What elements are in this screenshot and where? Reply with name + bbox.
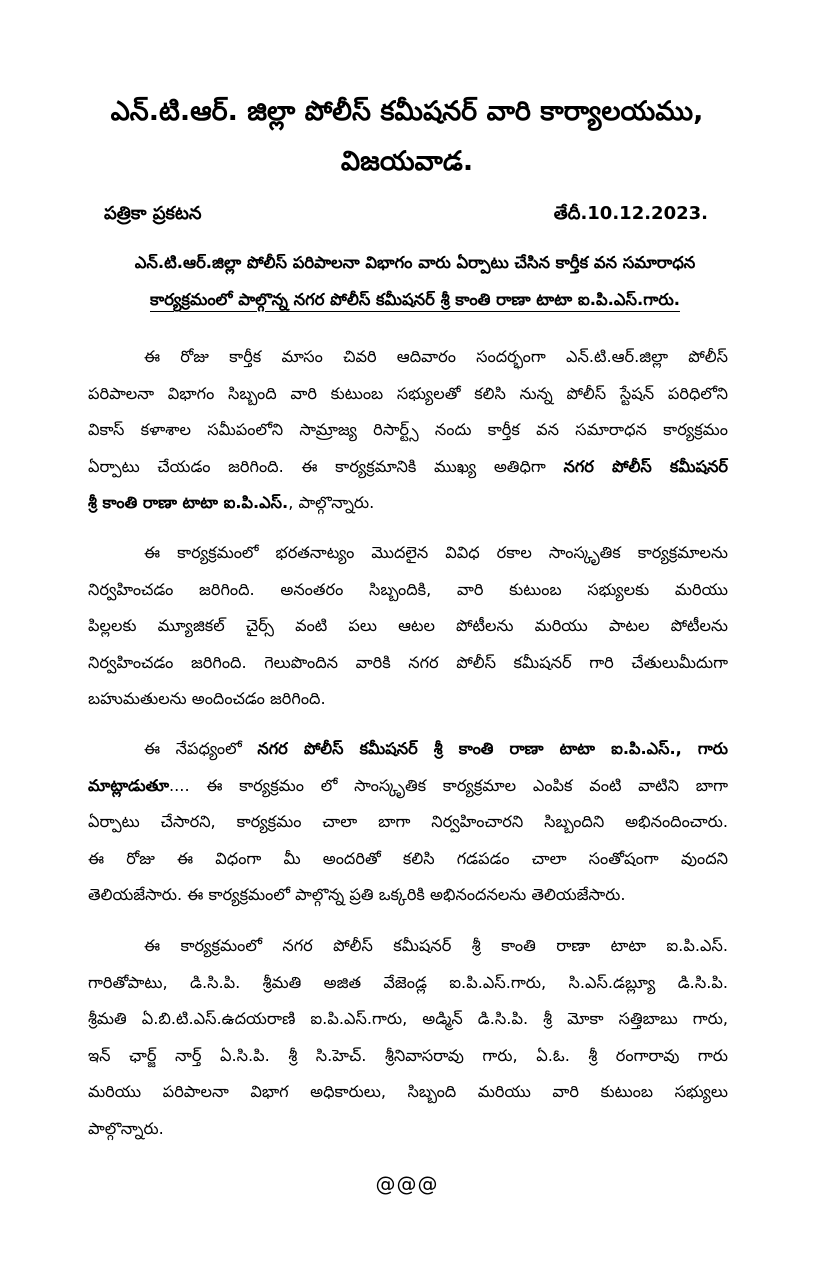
text-span: .... ఈ కార్యక్రమం లో సాంస్కృతిక కార్యక్రమాల ఎంపిక వంటి వాటిని బాగా [169, 775, 728, 795]
text-line: ఈ రోజు కార్తీక మాసం చివరి ఆదివారం సందర్భంగా ఎన్.టి.ఆర్.జిల్లా పోలీస్ [144, 347, 728, 366]
end-mark: @@@ [375, 1172, 439, 1196]
paragraph-commissioner-speech [88, 731, 728, 914]
text-line: శ్రీమతి ఏ.బి.టి.ఎస్.ఉదయరాణి ఐ.పి.ఎస్.గారు, అడ్మిన్ డి.సి.పి. శ్రీ మోకా సత్తిబాబు గారు, [88, 1009, 728, 1028]
text-line: తెలియజేసారు. ఈ కార్యక్రమంలో పాల్గొన్న ప్రతి ఒక్కరికి అభినందనలను తెలియజేసారు. [88, 885, 626, 904]
bold-text: శ్రీ కాంతి రాణా టాటా ఐ.పి.ఎస్. [88, 493, 289, 512]
headline-line-1: ఎన్.టి.ఆర్.జిల్లా పోలీస్ పరిపాలనా విభాగం వారు ఏర్పాటు చేసిన కార్తీక వన సమారాధన [134, 253, 696, 272]
office-title: ఎన్.టి.ఆర్. జిల్లా పోలీస్ కమీషనర్ వారి కార్యాలయము, [110, 96, 704, 127]
text-line: బహుమతులను అందించడం జరిగింది. [88, 689, 326, 708]
text-line: పిల్లలకు మ్యూజికల్ చైర్స్ వంటి పలు ఆటల పోటీలను మరియు పాటల పోటీలను [88, 616, 728, 635]
text-span: ఈ నేపధ్యంలో [144, 739, 258, 758]
headline-line-2: కార్యక్రమంలో పాల్గొన్న నగర పోలీస్ కమీషనర్ శ్రీ కాంతి రాణా టాటా ఐ.పి.ఎస్.గారు. [150, 290, 680, 309]
text-line: మరియు పరిపాలనా విభాగ అధికారులు, సిబ్బంది మరియు వారి కుటుంబ సభ్యులు [88, 1082, 728, 1101]
text-line: ఈ కార్యక్రమంలో నగర పోలీస్ కమీషనర్ శ్రీ కాంతి రాణా టాటా ఐ.పి.ఎస్. [144, 936, 728, 955]
press-info-row [104, 198, 708, 230]
press-release-label: పత్రికా ప్రకటన [104, 203, 202, 224]
text-line: ఈ రోజు ఈ విధంగా మీ అందరితో కలిసి గడపడం చాలా సంతోషంగా వుందని [88, 848, 728, 868]
text-line: పరిపాలనా విభాగం సిబ్బంది వారి కుటుంబ సభ్యులతో కలిసి నున్న పోలీస్ స్టేషన్ పరిధిలోని [88, 383, 728, 403]
text-span: ఏర్పాటు చేయడం జరిగింది. ఈ కార్యక్రమానికి ముఖ్య అతిధిగా [88, 456, 564, 476]
text-line [88, 731, 728, 768]
bold-text: నగర పోలీస్ కమీషనర్ శ్రీ కాంతి రాణా టాటా ఐ.పి.ఎస్., గారు [257, 739, 728, 758]
text-line: నిర్వహించడం జరిగింది. గెలుపొందిన వారికి నగర పోలీస్ కమీషనర్ గారి చేతులుమీదుగా [88, 652, 728, 672]
text-line [88, 449, 728, 486]
release-date: తేదీ.10.12.2023. [553, 203, 708, 224]
bold-text: నగర పోలీస్ కమీషనర్ [563, 456, 728, 476]
text-line: పాల్గొన్నారు. [88, 1118, 164, 1138]
text-line: ఇన్ ఛార్జ్ నార్త్ ఏ.సి.పి. శ్రీ సి.హెచ్. శ్రీనివాసరావు గారు, ఏ.ఓ. శ్రీ రంగారావు గారు [88, 1045, 728, 1065]
text-line: వికాస్ కళాశాల సమీపంలోని సామ్రాజ్య రిసార్ట్స్ నందు కార్తీక వన సమారాధన కార్యక్రమం [88, 420, 728, 439]
text-line: ఈ కార్యక్రమంలో భరతనాట్యం మొదలైన వివిధ రకాల సాంస్కృతిక కార్యక్రమాలను [144, 543, 728, 562]
text-line: ఏర్పాటు చేసారని, కార్యక్రమం చాలా బాగా నిర్వహించారని సిబ్బందిని అభినందించారు. [88, 812, 728, 831]
text-line [88, 768, 728, 805]
text-line: గారితోపాటు, డి.సి.పి. శ్రీమతి అజిత వేజెండ్ల ఐ.పి.ఎస్.గారు, సి.ఎస్.డబ్ల్యూ డి.సి.పి. [88, 972, 728, 992]
bold-text: మాట్లాడుతూ [88, 775, 170, 795]
paragraph-attendees [88, 928, 728, 1147]
text-line: నిర్వహించడం జరిగింది. అనంతరం సిబ్బందికి, వారి కుటుంబ సభ్యులకు మరియు [88, 579, 728, 599]
paragraph-cultural-events [88, 535, 728, 718]
paragraph-event-intro [88, 339, 728, 522]
city-name: విజయవాడ. [340, 146, 474, 177]
text-line [88, 485, 728, 522]
text-span: , పాల్గొన్నారు. [288, 493, 375, 512]
